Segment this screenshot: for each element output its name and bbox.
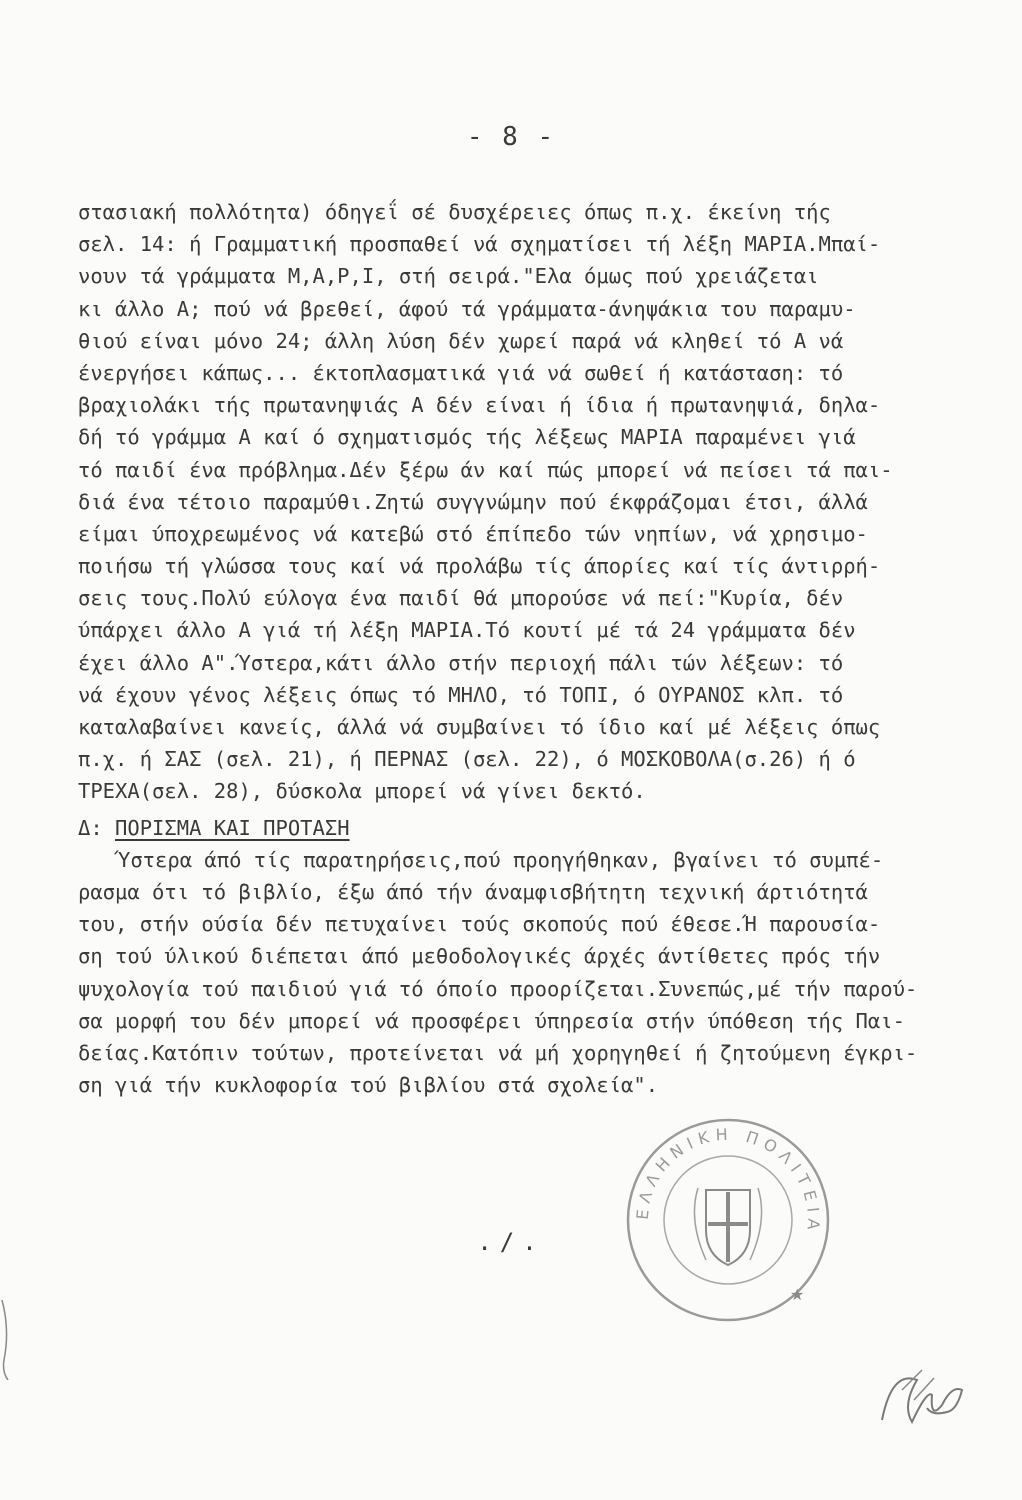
section-title: ΠΟΡΙΣΜΑ ΚΑΙ ΠΡΟΤΑΣΗ (115, 815, 350, 840)
text-line: είμαι ύποχρεωμένος νά κατεβώ στό έπίπεδο τών νηπίων, νά χρησιμο- (78, 521, 868, 546)
paragraph-1 (78, 196, 998, 808)
signature-icon (872, 1350, 972, 1440)
text-line: διά ένα τέτοιο παραμύθι.Ζητώ συγγνώμην πού έκφράζομαι έτσι, άλλά (78, 489, 868, 514)
text-line: του, στήν ούσία δέν πετυχαίνει τούς σκοπούς πού έθεσε.Ή παρουσία- (78, 912, 881, 937)
text-line: νουν τά γράμματα Μ,Α,Ρ,Ι, στή σειρά."Ελα όμως πού χρειάζεται (78, 264, 819, 289)
text-line: θιού είναι μόνο 24; άλλη λύση δέν χωρεί παρά νά κληθεί τό Α νά (78, 328, 844, 353)
stamp-text: ΕΛΛΗΝΙΚΗ ΠΟΛΙΤΕΙΑ (632, 1124, 824, 1237)
text-line: ρασμα ότι τό βιβλίο, έξω άπό τήν άναμφισβήτητη τεχνική άρτιότητά (78, 879, 868, 904)
section-letter: Δ: (78, 815, 103, 840)
text-line: ση γιά τήν κυκλοφορία τού βιβλίου στά σχολεία". (78, 1073, 659, 1098)
text-line: σεις τους.Πολύ εύλογα ένα παιδί θά μπορούσε νά πεί:"Κυρία, δέν (78, 586, 844, 611)
text-line: ψυχολογία τού παιδιού γιά τό όποίο προορίζεται.Συνεπώς,μέ τήν παρού- (78, 976, 918, 1001)
continuation-mark: ./. (477, 1228, 545, 1256)
text-line: έχει άλλο Α".Ύστερα,κάτι άλλο στήν περιοχή πάλι τών λέξεων: τό (78, 650, 844, 675)
text-line: καταλαβαίνει κανείς, άλλά νά συμβαίνει τό ίδιο καί μέ λέξεις όπως (78, 715, 881, 739)
margin-mark-icon (0, 1300, 14, 1380)
official-stamp-icon (618, 1110, 838, 1330)
text-line: ΤΡΕΧΑ(σελ. 28), δύσκολα μπορεί νά γίνει δεκτό. (78, 779, 646, 804)
text-line: ση τού ύλικού διέπεται άπό μεθοδολογικές άρχές άντίθετες πρός τήν (78, 944, 881, 969)
text-line: νά έχουν γένος λέξεις όπως τό ΜΗΛΟ, τό ΤΟΠΙ, ό ΟΥΡΑΝΟΣ κλπ. τό (78, 682, 844, 707)
text-line: στασιακή πολλότητα) όδηγεΐ σέ δυσχέρειες όπως π.χ. έκείνη τής (78, 200, 831, 224)
text-line: τό παιδί ένα πρόβλημα.Δέν ξέρω άν καί πώς μπορεί νά πείσει τά παι- (78, 457, 893, 482)
text-line: δή τό γράμμα Α καί ό σχηματισμός τής λέξεως ΜΑΡΙΑ παραμένει γιά (78, 425, 856, 450)
text-line: σελ. 14: ή Γραμματική προσπαθεί νά σχηματίσει τή λέξη ΜΑΡΙΑ.Μπαί- (78, 232, 881, 257)
body-text (78, 196, 998, 1101)
text-line: Ύστερα άπό τίς παρατηρήσεις,πού προηγήθηκαν, βγαίνει τό συμπέ- (118, 847, 884, 872)
text-line: σα μορφή του δέν μπορεί νά προσφέρει ύπηρεσία στήν ύπόθεση τής Παι- (78, 1008, 905, 1033)
paragraph-2 (78, 844, 998, 1102)
text-line: ποιήσω τή γλώσσα τους καί νά προλάβω τίς άπορίες καί τίς άντιρρή- (78, 554, 881, 579)
text-line: κι άλλο Α; πού νά βρεθεί, άφού τά γράμματα-άνηψάκια του παραμυ- (78, 296, 856, 321)
page-number: - 8 - (466, 122, 556, 152)
svg-text:★: ★ (790, 1285, 805, 1304)
text-line: ένεργήσει κάπως... έκτοπλασματικά γιά νά σωθεί ή κατάσταση: τό (78, 360, 844, 385)
text-line: ύπάρχει άλλο Α γιά τή λέξη ΜΑΡΙΑ.Τό κουτί μέ τά 24 γράμματα δέν (78, 618, 856, 643)
section-heading (78, 812, 998, 844)
text-line: βραχιολάκι τής πρωτανηψιάς Α δέν είναι ή ίδια ή πρωτανηψιά, δηλα- (78, 393, 881, 418)
text-line: δείας.Κατόπιν τούτων, προτείνεται νά μή χορηγηθεί ή ζητούμενη έγκρι- (78, 1040, 918, 1065)
text-line: π.χ. ή ΣΑΣ (σελ. 21), ή ΠΕΡΝΑΣ (σελ. 22), ό ΜΟΣΚΟΒΟΛΑ(σ.26) ή ό (78, 747, 856, 772)
